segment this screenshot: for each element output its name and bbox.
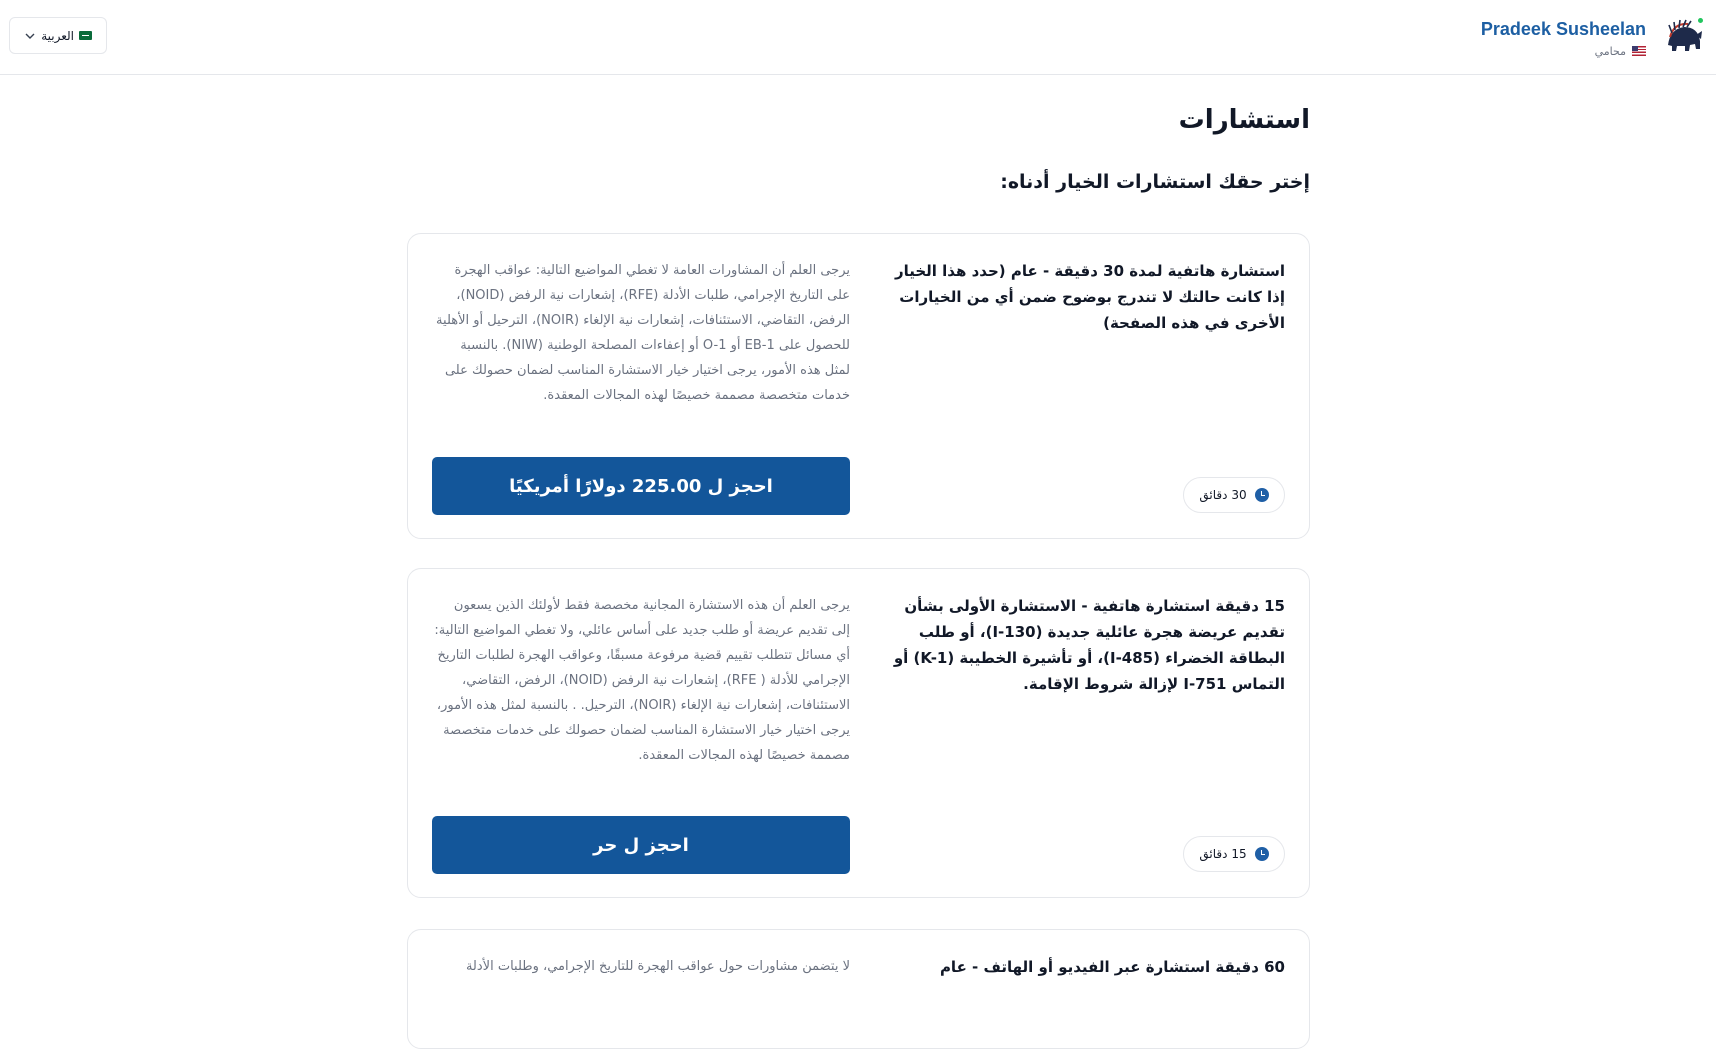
page-subtitle: إختر حقك استشارات الخيار أدناه: bbox=[1000, 171, 1310, 193]
profile[interactable] bbox=[1481, 10, 1706, 66]
book-button[interactable]: احجز ل 225.00 دولارًا أمريكيًا bbox=[432, 457, 850, 515]
profile-name: Pradeek Susheelan bbox=[1480, 18, 1646, 39]
duration-label: 30 دقائق bbox=[1199, 488, 1247, 502]
profile-role: محامي bbox=[1594, 44, 1626, 58]
duration-label: 15 دقائق bbox=[1199, 847, 1247, 861]
clock-icon bbox=[1255, 488, 1269, 502]
consultation-description: يرجى العلم أن هذه الاستشارة المجانية مخصصة فقط لأولئك الذين يسعون إلى تقديم عريضة أو طلب جديد على أساس عائلي، ولا تغطي المواضيع التالية: أي مسائل تتطلب تقييم قضية مرفوعة مسبقًا، وعواقب الهجرة لطلبات التاريخ الإجرامي للأدلة ( RFE)، إشعارات نية الرفض (NOID)، الرفض، التقاضي، الاستئنافات، إشعارات نية الإلغاء (NOIR)، الترحيل. . بالنسبة لمثل هذه الأمور، يرجى اختيار خيار الاستشارة المناسب لضمان حصولك على خدمات متخصصة مصممة خصيصًا لهذه المجالات المعقدة. bbox=[434, 598, 850, 763]
duration-badge bbox=[1183, 836, 1285, 872]
consultation-card bbox=[407, 929, 1310, 1049]
main-content bbox=[407, 75, 1310, 193]
consultation-title: استشارة هاتفية لمدة 30 دقيقة - عام (حدد هذا الخيار إذا كانت حالتك لا تندرج بوضوح ضمن أي من الخيارات الأخرى في هذه الصفحة) bbox=[894, 262, 1285, 332]
page-title: استشارات bbox=[1178, 105, 1310, 135]
consultation-description: يرجى العلم أن المشاورات العامة لا تغطي المواضيع التالية: عواقب الهجرة على التاريخ الإجرامي، طلبات الأدلة (RFE)، إشعارات نية الرفض (NOID)، الرفض، التقاضي، الاستئنافات، إشعارات نية الإلغاء (NOIR)، الترحيل أو الأهلية للحصول على EB-1 أو O-1 أو إعفاءات المصلحة الوطنية (NIW). بالنسبة لمثل هذه الأمور، يرجى اختيار خيار الاستشارة المناسب لضمان حصولك على خدمات متخصصة مصممة خصيصًا لهذه المجالات المعقدة. bbox=[436, 263, 850, 403]
clock-icon bbox=[1255, 847, 1269, 861]
chevron-down-icon bbox=[24, 30, 36, 42]
consultation-card bbox=[407, 233, 1310, 539]
consultation-title: 15 دقيقة استشارة هاتفية - الاستشارة الأولى بشأن تقديم عريضة هجرة عائلية جديدة (I-130)، أو طلب البطاقة الخضراء (I-485)، أو تأشيرة الخطيبة (K-1) أو التماس I-751 لإزالة شروط الإقامة. bbox=[893, 597, 1285, 693]
language-label: العربية bbox=[41, 28, 74, 43]
language-select[interactable] bbox=[9, 17, 107, 54]
consultation-description: لا يتضمن مشاورات حول عواقب الهجرة للتاريخ الإجرامي، وطلبات الأدلة bbox=[465, 959, 850, 974]
saudi-flag-icon bbox=[79, 31, 92, 40]
book-button[interactable]: احجز ل حر bbox=[432, 816, 850, 874]
us-flag-icon bbox=[1632, 46, 1646, 56]
avatar[interactable] bbox=[1660, 15, 1706, 61]
top-bar bbox=[0, 0, 1716, 75]
consultation-title: 60 دقيقة استشارة عبر الفيديو أو الهاتف - عام bbox=[939, 958, 1285, 976]
online-status-dot bbox=[1697, 17, 1704, 24]
consultation-card bbox=[407, 568, 1310, 898]
duration-badge bbox=[1183, 477, 1285, 513]
